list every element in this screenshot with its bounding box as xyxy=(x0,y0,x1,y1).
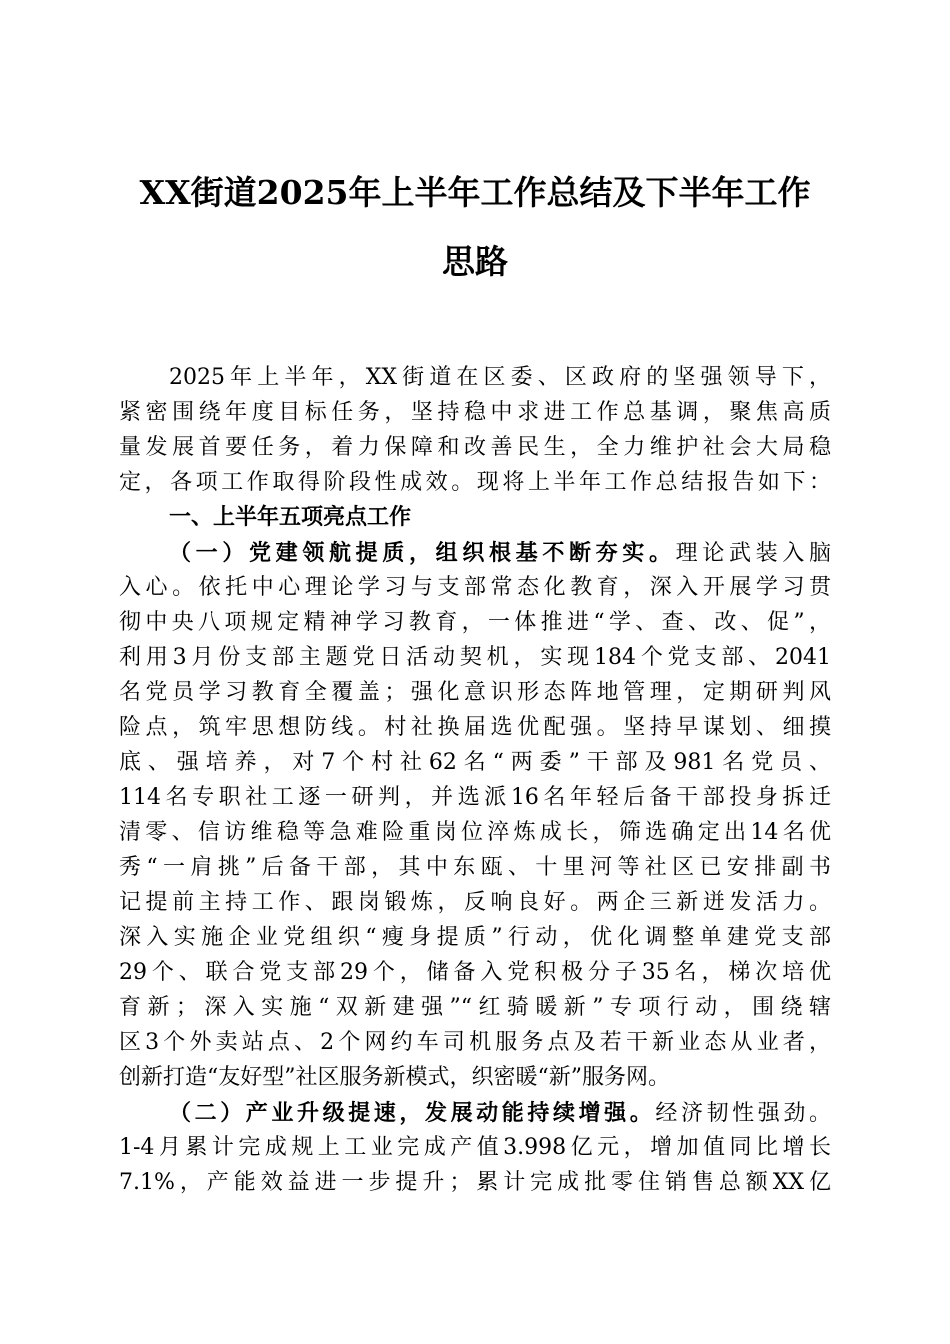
intro-line-1: 2025年上半年，XX街道在区委、区政府的坚强领导下， xyxy=(169,365,831,390)
part1-line: 29个、联合党支部29个，储备入党积极分子35名，梯次培优 xyxy=(119,960,831,985)
document-title-line-2: 思路 xyxy=(442,242,508,281)
part1-line: 114名专职社工逐一研判，并选派16名年轻后备干部投身拆迁 xyxy=(119,785,831,810)
part1-line-1 xyxy=(169,536,831,571)
part1-line: 彻中央八项规定精神学习教育，一体推进“学、查、改、促”， xyxy=(119,610,831,635)
part2-line: 7.1%，产能效益进一步提升；累计完成批零住销售总额XX亿 xyxy=(119,1170,831,1195)
part2-line-1 xyxy=(169,1096,831,1131)
part1-line: 秀“一肩挑”后备干部，其中东瓯、十里河等社区已安排副书 xyxy=(119,855,831,880)
part1-line-1-rest: 理论武装入脑 xyxy=(675,541,831,566)
part1-line: 育新；深入实施“双新建强”“红骑暖新”专项行动，围绕辖 xyxy=(119,995,831,1020)
part1-line: 利用3月份支部主题党日活动契机，实现184个党支部、2041 xyxy=(119,645,831,670)
document-title-line-1: XX街道2025年上半年工作总结及下半年工作 xyxy=(139,173,811,212)
intro-line-3: 量发展首要任务，着力保障和改善民生，全力维护社会大局稳 xyxy=(119,435,831,460)
part1-line: 创新打造“友好型”社区服务新模式，织密暖“新”服务网。 xyxy=(119,1065,670,1090)
part1-line: 记提前主持工作、跟岗锻炼，反响良好。两企三新迸发活力。 xyxy=(119,890,831,915)
part2-line-1-rest: 经济韧性强劲。 xyxy=(655,1101,831,1126)
intro-line-4: 定，各项工作取得阶段性成效。现将上半年工作总结报告如下： xyxy=(119,470,831,495)
intro-line-2: 紧密围绕年度目标任务，坚持稳中求进工作总基调，聚焦高质 xyxy=(119,400,831,425)
part1-line: 名党员学习教育全覆盖；强化意识形态阵地管理，定期研判风 xyxy=(119,680,831,705)
part2-line: 1-4月累计完成规上工业完成产值3.998亿元，增加值同比增长 xyxy=(119,1135,831,1160)
part1-lead: （一）党建领航提质，组织根基不断夯实。 xyxy=(169,540,676,566)
part2-lead: （二）产业升级提速，发展动能持续增强。 xyxy=(169,1100,656,1126)
part1-line: 底、强培养，对7个村社62名“两委”干部及981名党员、 xyxy=(119,750,831,775)
part1-line: 险点，筑牢思想防线。村社换届选优配强。坚持早谋划、细摸 xyxy=(119,715,831,740)
part1-line: 清零、信访维稳等急难险重岗位淬炼成长，筛选确定出14名优 xyxy=(119,820,831,845)
part1-line: 区3个外卖站点、2个网约车司机服务点及若干新业态从业者， xyxy=(119,1030,831,1055)
section-heading-1: 一、上半年五项亮点工作 xyxy=(169,505,412,530)
part1-line: 入心。依托中心理论学习与支部常态化教育，深入开展学习贯 xyxy=(119,575,831,600)
part1-line: 深入实施企业党组织“瘦身提质”行动，优化调整单建党支部 xyxy=(119,925,831,950)
